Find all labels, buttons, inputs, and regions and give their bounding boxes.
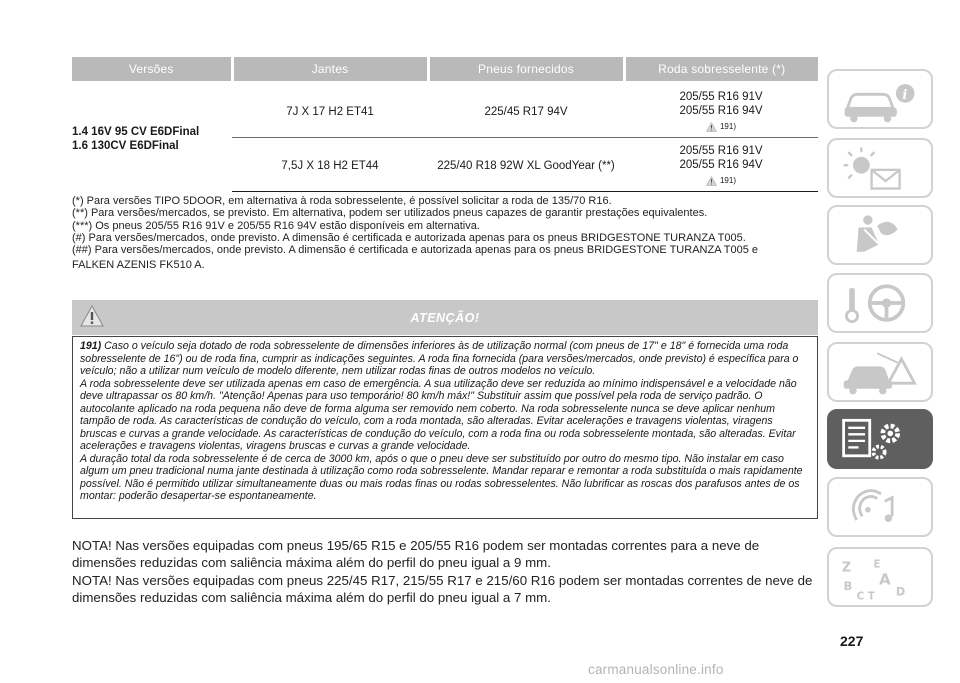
- warning-paragraph: A roda sobresselente deve ser utilizada apenas em caso de emergência. A sua utilização deve ser reduzida ao mínimo indispensável e a velocidade não deve ultrapassar os 80 km/h. "Atenção! Apenas para uso temporário! 80 km/h máx!" Substituir assim que possível pela roda de serviço padrão. O autocolante aplicado na roda pequena não deve de forma alguma ser removido nem coberto. Na roda sobresselente nunca se deve aplicar nenhum tampão de roda. As características de condução do veículo, com a roda montada, são alteradas. Evitar acelerações e travagens violentas, viragens bruscas e curvas a grande velocidade. As características de condução do veículo, com a roda fina ou roda sobresselente montada, são alteradas. Evitar acelerações e travagens violentas, viragens bruscas e curvas a grande velocidade.: [80, 377, 797, 452]
- footnote: (**) Para versões/mercados, se previsto. Em alternativa, podem ser utilizados pneus capazes de garantir prestações equivalentes.: [72, 207, 708, 220]
- version-cell: [72, 81, 232, 191]
- warning-triangle-icon: [706, 176, 717, 186]
- airbag-seat-icon: [829, 207, 931, 263]
- svg-text:C: C: [856, 590, 865, 603]
- footnote: (*) Para versões TIPO 5DOOR, em alternativa à roda sobresselente, é possível solicitar a roda de 135/70 R16.: [72, 195, 612, 207]
- reference-number: 191): [719, 176, 736, 185]
- warning-paragraph: A duração total da roda sobresselente é de cerca de 3000 km, após o que o pneu deve ser substituído por outro do mesmo tipo. Não instalar em caso algum um pneu tradicional numa jante destinada à utilização como roda sobresselente. Mandar reparar e remontar a roda substituída o mais rapidamente possível. Não é permitido utilizar simultaneamente duas ou mais rodas finas ou rodas sobresselentes. Não lubrificar as roscas dos parafusos antes de os montar: poderão desapertar-se espontaneamente.: [80, 452, 803, 502]
- svg-text:E: E: [873, 558, 881, 571]
- nav-tab-safety[interactable]: [827, 205, 933, 265]
- nav-tab-warning-lights[interactable]: [827, 138, 933, 198]
- nav-tab-technical-data[interactable]: [827, 409, 933, 469]
- rim-cell: 7J X 17 H2 ET41: [232, 81, 428, 137]
- warning-ref-number: 191): [80, 340, 102, 352]
- footnote: (##) Para versões/mercados, onde previsto. A dimensão é certificada e autorizada apenas para os pneus BRIDGESTONE TURANZA T005 e: [72, 244, 759, 257]
- watermark: carmanualsonline.info: [588, 662, 724, 677]
- svg-text:Z: Z: [841, 560, 852, 576]
- footnote: (***) Os pneus 205/55 R16 91V e 205/55 R16 94V estão disponíveis em alternativa.: [72, 219, 480, 232]
- header-tyres: Pneus fornecidos: [428, 57, 624, 81]
- nav-tab-index[interactable]: [827, 547, 933, 607]
- tyre-spec-table: [72, 57, 818, 192]
- header-rims: Jantes: [232, 57, 428, 81]
- page-number: 227: [840, 633, 864, 649]
- nav-tab-emergency[interactable]: [827, 342, 933, 402]
- spare-cell: [624, 81, 818, 137]
- alphabetical-index-icon: [829, 549, 931, 605]
- nav-tab-multimedia[interactable]: [827, 477, 933, 537]
- warning-title: ATENÇÃO!: [410, 311, 480, 325]
- warning-paragraph: 191) Caso o veículo seja dotado de roda sobresselente de dimensões inferiores às de utilização normal (com pneus de 17" e 18" é fornecida uma roda sobresselente de 16") ou de roda fina, cumprir as indicações seguintes. A roda fina fornecida (para versões/mercados, onde previsto) é específica para o veículo; não a utilizar num veículo de modelo diferente, nem utilizar rodas finas de outros modelos no veículo.: [80, 340, 799, 377]
- table-footnotes: [72, 195, 818, 272]
- tyre-cell: 225/45 R17 94V: [428, 81, 624, 137]
- multimedia-icon: [829, 479, 931, 535]
- key-steering-wheel-icon: [829, 275, 931, 331]
- svg-text:B: B: [843, 580, 853, 594]
- technical-data-icon: [829, 411, 931, 467]
- car-emergency-icon: [829, 344, 931, 400]
- reference-number: 191): [719, 121, 736, 131]
- svg-text:A: A: [879, 570, 891, 589]
- nav-tab-starting-driving[interactable]: [827, 273, 933, 333]
- car-info-icon: [829, 71, 931, 127]
- rim-cell: 7,5J X 18 H2 ET44: [232, 137, 428, 191]
- svg-text:i: i: [902, 88, 908, 103]
- header-versions: Versões: [72, 57, 232, 81]
- spare-size: 205/55 R16 91V: [679, 90, 763, 103]
- warning-header: [72, 300, 818, 335]
- spare-cell: [624, 137, 818, 191]
- version-line: 1.6 130CV E6DFinal: [72, 140, 179, 152]
- spare-size: 205/55 R16 91V: [679, 145, 763, 157]
- warning-reference[interactable]: [624, 120, 818, 134]
- svg-text:T: T: [867, 590, 875, 603]
- table-header-row: [72, 57, 818, 81]
- spare-size: 205/55 R16 94V: [679, 104, 763, 117]
- warning-reference[interactable]: [624, 174, 818, 188]
- footnote: FALKEN AZENIS FK510 A.: [72, 259, 205, 272]
- header-spare-wheel: Roda sobresselente (*): [624, 57, 818, 81]
- warning-triangle-icon: [706, 122, 717, 132]
- nav-tab-car-info[interactable]: [827, 69, 933, 129]
- tyre-cell: 225/40 R18 92W XL GoodYear (**): [428, 137, 624, 191]
- warning-lights-icon: [829, 140, 931, 196]
- note-paragraph: NOTA! Nas versões equipadas com pneus 225/45 R17, 215/55 R17 e 215/60 R16 podem ser montadas correntes de neve de dimensões reduzidas com saliência máxima além do perfil do pneu igual a 7 mm.: [72, 573, 813, 605]
- svg-text:D: D: [895, 585, 906, 599]
- version-line: 1.4 16V 95 CV E6DFinal: [72, 126, 200, 138]
- footnote: (#) Para versões/mercados, onde previsto. A dimensão é certificada e autorizada apenas para os pneus BRIDGESTONE TURANZA T005.: [72, 231, 746, 244]
- spare-size: 205/55 R16 94V: [679, 159, 763, 171]
- table-row: [72, 81, 818, 137]
- warning-body: [72, 336, 818, 519]
- note-paragraph: NOTA! Nas versões equipadas com pneus 195/65 R15 e 205/55 R16 podem ser montadas correntes para a neve de dimensões reduzidas com saliência máxima além do perfil do pneu igual a 9 mm.: [72, 538, 760, 570]
